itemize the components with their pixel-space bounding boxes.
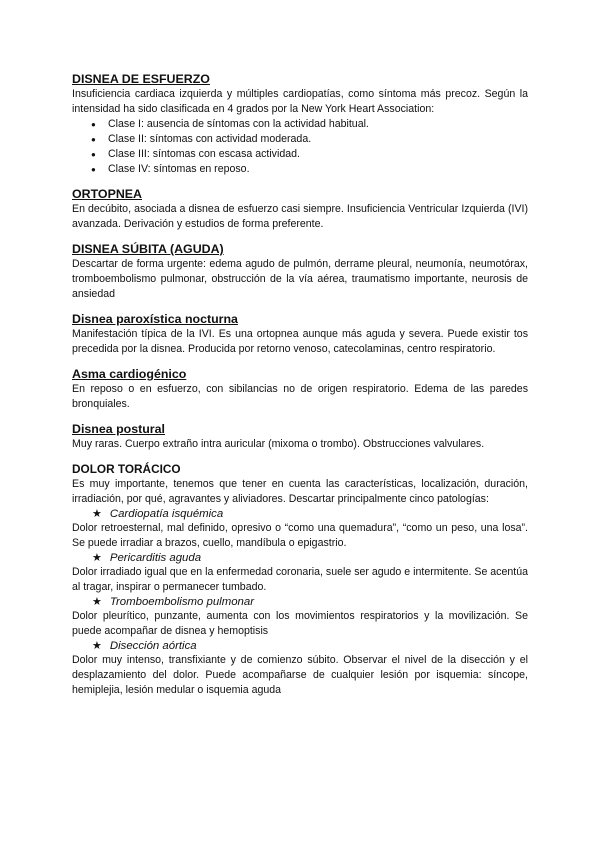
section-disnea-esfuerzo — [72, 72, 528, 177]
section-text: Insuficiencia cardiaca izquierda y múltiples cardiopatías, como síntoma más precoz. Según la intensidad ha sido clasificada en 4 grados por la New York Heart Association: — [72, 88, 528, 115]
pathology-title-text: Tromboembolismo pulmonar — [109, 596, 254, 608]
star-icon: ★ — [92, 508, 102, 520]
list-item: ● Clase II: síntomas con actividad moderada. — [108, 132, 528, 147]
pathology-title-text: Pericarditis aguda — [109, 552, 202, 564]
list-item: ● Clase I: ausencia de síntomas con la actividad habitual. — [108, 117, 528, 132]
section-asma-cardiogenico — [72, 367, 528, 412]
section-heading: DISNEA SÚBITA (AGUDA) — [72, 242, 224, 256]
section-heading: Asma cardiogénico — [72, 367, 187, 381]
section-heading: Disnea paroxística nocturna — [72, 312, 238, 326]
star-icon: ★ — [92, 640, 102, 652]
section-text: Muy raras. Cuerpo extraño intra auricular (mixoma o trombo). Obstrucciones valvulares. — [72, 438, 485, 450]
nyha-class-list — [72, 117, 528, 177]
section-heading: ORTOPNEA — [72, 187, 142, 201]
section-heading: DOLOR TORÁCICO — [72, 462, 181, 476]
pathology-title-text: Cardiopatía isquémica — [109, 508, 224, 520]
document-body — [72, 72, 528, 708]
section-text: Manifestación típica de la IVI. Es una ortopnea aunque más aguda y severa. Puede existir tos precedida por la disnea. Producida por retorno venoso, catecolaminas, centro respiratorio. — [72, 328, 528, 355]
section-text: Es muy importante, tenemos que tener en cuenta las características, localización, duración, irradiación, por qué, agravantes y aliviadores. Descartar principalmente cinco patologías: — [72, 478, 528, 505]
section-heading: Disnea postural — [72, 422, 165, 436]
section-disnea-paroxistica — [72, 312, 528, 357]
list-item: ● Clase III: síntomas con escasa actividad. — [108, 147, 528, 162]
pathology-title — [72, 595, 528, 609]
section-disnea-postural — [72, 422, 528, 452]
section-text: Descartar de forma urgente: edema agudo de pulmón, derrame pleural, neumonía, neumotórax, tromboembolismo pulmonar, obstrucción de la vía aérea, traumatismo importante, neurosis de ansiedad — [72, 258, 528, 300]
section-ortopnea — [72, 187, 528, 232]
list-item: ● Clase IV: síntomas en reposo. — [108, 162, 528, 177]
section-heading: DISNEA DE ESFUERZO — [72, 72, 210, 86]
section-text: En decúbito, asociada a disnea de esfuerzo casi siempre. Insuficiencia Ventricular Izquierda (IVI) avanzada. Derivación y estudios de forma preferente. — [72, 203, 528, 230]
section-text: En reposo o en esfuerzo, con sibilancias no de origen respiratorio. Edema de las paredes bronquiales. — [72, 383, 528, 410]
pathology-text: Dolor retroesternal, mal definido, opresivo o “como una quemadura”, “como un peso, una losa”. Se puede irradiar a brazos, cuello, mandíbula o epigastrio. — [72, 522, 528, 549]
pathology-text: Dolor pleurítico, punzante, aumenta con los movimientos respiratorios y la movilización. Se puede acompañar de disnea y hemoptisis — [72, 610, 528, 637]
section-dolor-toracico — [72, 462, 528, 698]
pathology-text: Dolor muy intenso, transfixiante y de comienzo súbito. Observar el nivel de la disección y el desplazamiento del dolor. Puede acompañarse de cualquier lesión por isquemia: síncope, hemiplejia, lesión medular o isquemia aguda — [72, 654, 528, 696]
pathology-text: Dolor irradiado igual que en la enfermedad coronaria, suele ser agudo e intermitente. Se acentúa al tragar, inspirar o permanecer tumbado. — [72, 566, 528, 593]
pathology-title-text: Disección aórtica — [109, 640, 197, 652]
pathology-title — [72, 507, 528, 521]
pathology-title — [72, 551, 528, 565]
star-icon: ★ — [92, 552, 102, 564]
section-disnea-subita — [72, 242, 528, 302]
pathology-title — [72, 639, 528, 653]
star-icon: ★ — [92, 596, 102, 608]
